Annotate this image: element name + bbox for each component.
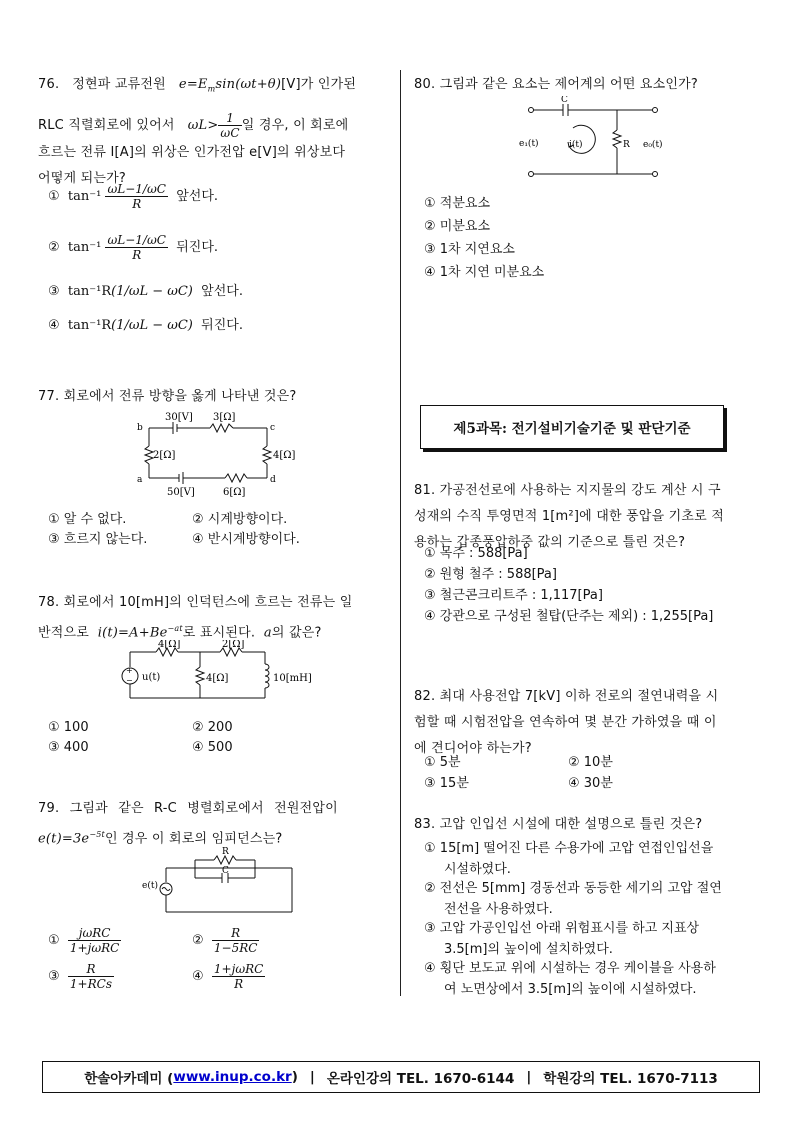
- q81-option-1[interactable]: ① 목주 : 588[Pa]: [424, 546, 528, 561]
- footer-separator-2: |: [526, 1069, 532, 1085]
- q76-frac: $\frac{1}{\omega C}$: [220, 110, 240, 140]
- q83-option-1[interactable]: ① 15[m] 떨어진 다른 수용가에 고압 연접인입선을 시설하였다.: [424, 841, 714, 877]
- q78-label-r1: 4[Ω]: [158, 640, 181, 650]
- section-title: 제5과목: 전기설비기술기준 및 판단기준: [453, 421, 691, 437]
- q82-line3: 에 견디어야 하는가?: [414, 741, 532, 756]
- q79-label-src: e(t): [142, 881, 158, 891]
- q78-line1: 78. 회로에서 10[mH]의 인덕턴스에 흐르는 전류는 일: [38, 595, 353, 610]
- q76-option-1[interactable]: ① tan⁻¹ $\frac{\omega L-1/\omega C}{R}$ 앞선다.: [48, 182, 219, 211]
- q76-number: 76.: [38, 77, 60, 92]
- q80-label-i: i(t): [569, 140, 583, 150]
- q80-circuit-diagram: [515, 96, 675, 182]
- q80-option-3[interactable]: ③ 1차 지연요소: [424, 242, 515, 257]
- q77-text: 77. 회로에서 전류 방향을 옳게 나타낸 것은?: [38, 389, 297, 404]
- q77-node-a: a: [137, 475, 143, 485]
- q76-option-3[interactable]: ③ tan⁻¹R(1/ωL − ωC) 앞선다.: [48, 284, 243, 299]
- q77-node-b: b: [137, 423, 143, 433]
- q77-label-r-right: 4[Ω]: [273, 450, 295, 461]
- q76-option-2[interactable]: ② tan⁻¹ $\frac{\omega L-1/\omega C}{R}$ 뒤진다.: [48, 233, 219, 262]
- q77-option-1[interactable]: ① 알 수 없다.: [48, 512, 127, 527]
- q82-option-4[interactable]: ④ 30분: [568, 776, 613, 791]
- footer-name: 한솔아카데미 (: [84, 1071, 174, 1087]
- q77-label-v-bottom: 50[V]: [167, 487, 195, 498]
- q77-option-2[interactable]: ② 시계방향이다.: [192, 512, 288, 527]
- q82-option-3[interactable]: ③ 15분: [424, 776, 469, 791]
- q77-node-d: d: [270, 475, 276, 485]
- q82-option-2[interactable]: ② 10분: [568, 755, 613, 770]
- q76-option-4[interactable]: ④ tan⁻¹R(1/ωL − ωC) 뒤진다.: [48, 318, 243, 333]
- q79-option-3[interactable]: ③ $\frac{R}{\text{1+RCs}}$: [48, 962, 112, 991]
- q79-option-1[interactable]: ① $\frac{\text{jωRC}}{\text{1+jωRC}}$: [48, 926, 120, 955]
- q77-option-4[interactable]: ④ 반시계방향이다.: [192, 532, 300, 547]
- q81-line1: 81. 가공전선로에 사용하는 지지물의 강도 계산 시 구: [414, 483, 721, 498]
- q76-line2c: 일 경우, 이 회로에: [241, 117, 349, 133]
- section-title-box: [420, 405, 724, 449]
- q82-line2: 험할 때 시험전압을 연속하여 몇 분간 가하였을 때 이: [414, 715, 717, 730]
- q79-label-r: R: [222, 847, 229, 857]
- q79-line1: 79. 그림과 같은 R-C 병렬회로에서 전원전압이: [38, 801, 338, 816]
- q82-line1: 82. 최대 사용전압 7[kV] 이하 전로의 절연내력을 시: [414, 689, 719, 704]
- q78-option-4[interactable]: ④ 500: [192, 740, 233, 755]
- q79-option-2[interactable]: ② $\frac{R}{1-5RC}$: [192, 926, 258, 955]
- q77-label-r-bottom: 6[Ω]: [223, 487, 246, 498]
- q80-label-ei: e₁(t): [519, 139, 539, 149]
- q76-line1a: 정현파 교류전원: [72, 77, 166, 92]
- column-divider: [400, 70, 401, 996]
- footer-online: 온라인강의 TEL. 1670-6144: [326, 1071, 515, 1087]
- q76-line4: 어떻게 되는가?: [38, 170, 126, 186]
- q80-label-eo: e₀(t): [643, 140, 663, 150]
- q77-label-r-top: 3[Ω]: [213, 412, 236, 423]
- q78-line2: 반적으로 $i(t)=A+Be^{-at}$로 표시된다. a의 값은?: [38, 624, 322, 641]
- q81-option-3[interactable]: ③ 철근콘크리트주 : 1,117[Pa]: [424, 588, 603, 603]
- q76-line1e: [V]가 인가된: [281, 77, 357, 92]
- q81-option-4[interactable]: ④ 강관으로 구성된 철탑(단주는 제외) : 1,255[Pa]: [424, 609, 714, 624]
- svg-text:−: −: [126, 676, 133, 685]
- q78-option-2[interactable]: ② 200: [192, 720, 233, 735]
- q76-line2a: RLC 직렬회로에 있어서: [38, 117, 175, 133]
- q78-label-src: u(t): [142, 672, 161, 683]
- footer-offline: 학원강의 TEL. 1670-7113: [543, 1071, 718, 1087]
- footer-separator-1: |: [309, 1069, 315, 1085]
- svg-text:+: +: [126, 666, 133, 675]
- q78-label-r2: 2[Ω]: [222, 640, 245, 650]
- q80-text: 80. 그림과 같은 요소는 제어계의 어떤 요소인가?: [414, 77, 699, 92]
- q80-label-c: C: [561, 96, 568, 105]
- footer-url-link[interactable]: www.inup.co.kr: [173, 1069, 292, 1085]
- q80-option-4[interactable]: ④ 1차 지연 미분요소: [424, 265, 545, 280]
- q76-formula-wl: ωL>: [187, 117, 219, 133]
- q80-label-r: R: [623, 140, 630, 150]
- question-82: [414, 684, 764, 762]
- footer-bar: [42, 1061, 760, 1093]
- question-79: [38, 796, 388, 852]
- q77-node-c: c: [270, 423, 276, 433]
- q78-label-r3: 4[Ω]: [206, 673, 229, 684]
- q81-option-2[interactable]: ② 원형 철주 : 588[Pa]: [424, 567, 557, 582]
- q81-line3: 용하는 갑종풍압하중 값의 기준으로 틀린 것은?: [414, 535, 686, 550]
- q80-option-1[interactable]: ① 적분요소: [424, 196, 491, 211]
- q77-circuit-diagram: [135, 406, 295, 498]
- q76-line3: 흐르는 전류 I[A]의 위상은 인가전압 e[V]의 위상보다: [38, 144, 346, 160]
- q79-option-4[interactable]: ④ $\frac{\text{1+jωRC}}{R}$: [192, 962, 264, 991]
- q83-option-3[interactable]: ③ 고압 가공인입선 아래 위험표시를 하고 지표상 3.5[m]의 높이에 설치하였다.: [424, 921, 700, 957]
- question-76: [38, 72, 388, 192]
- q83-text: 83. 고압 인입선 시설에 대한 설명으로 틀린 것은?: [414, 817, 703, 832]
- q79-line2: $e(t)=3e^{-5t}$인 경우 이 회로의 임피던스는?: [38, 830, 283, 847]
- q78-option-1[interactable]: ① 100: [48, 720, 89, 735]
- q81-line2: 성재의 수직 투영면적 1[m²]에 대한 풍압을 기초로 적: [414, 509, 725, 524]
- q77-label-r-left: 2[Ω]: [153, 450, 176, 461]
- footer-close: ): [291, 1069, 298, 1085]
- q80-option-2[interactable]: ② 미분요소: [424, 219, 491, 234]
- q78-circuit-diagram: [120, 640, 320, 706]
- q79-label-c: C: [222, 866, 229, 876]
- q82-option-1[interactable]: ① 5분: [424, 755, 461, 770]
- q77-label-v-top: 30[V]: [165, 412, 193, 423]
- q77-option-3[interactable]: ③ 흐르지 않는다.: [48, 532, 148, 547]
- q83-option-4[interactable]: ④ 횡단 보도교 위에 시설하는 경우 케이블을 사용하 여 노면상에서 3.5[m]의 높이에 시설하였다.: [424, 961, 716, 997]
- q79-circuit-diagram: [140, 846, 300, 914]
- q76-formula-e: $e=E_m\sin(\omega t+\theta)$: [178, 77, 282, 94]
- q78-label-l: 10[mH]: [273, 673, 312, 684]
- question-78: [38, 590, 388, 646]
- q78-option-3[interactable]: ③ 400: [48, 740, 89, 755]
- q83-option-2[interactable]: ② 전선은 5[mm] 경동선과 동등한 세기의 고압 절연 전선을 사용하였다.: [424, 881, 722, 917]
